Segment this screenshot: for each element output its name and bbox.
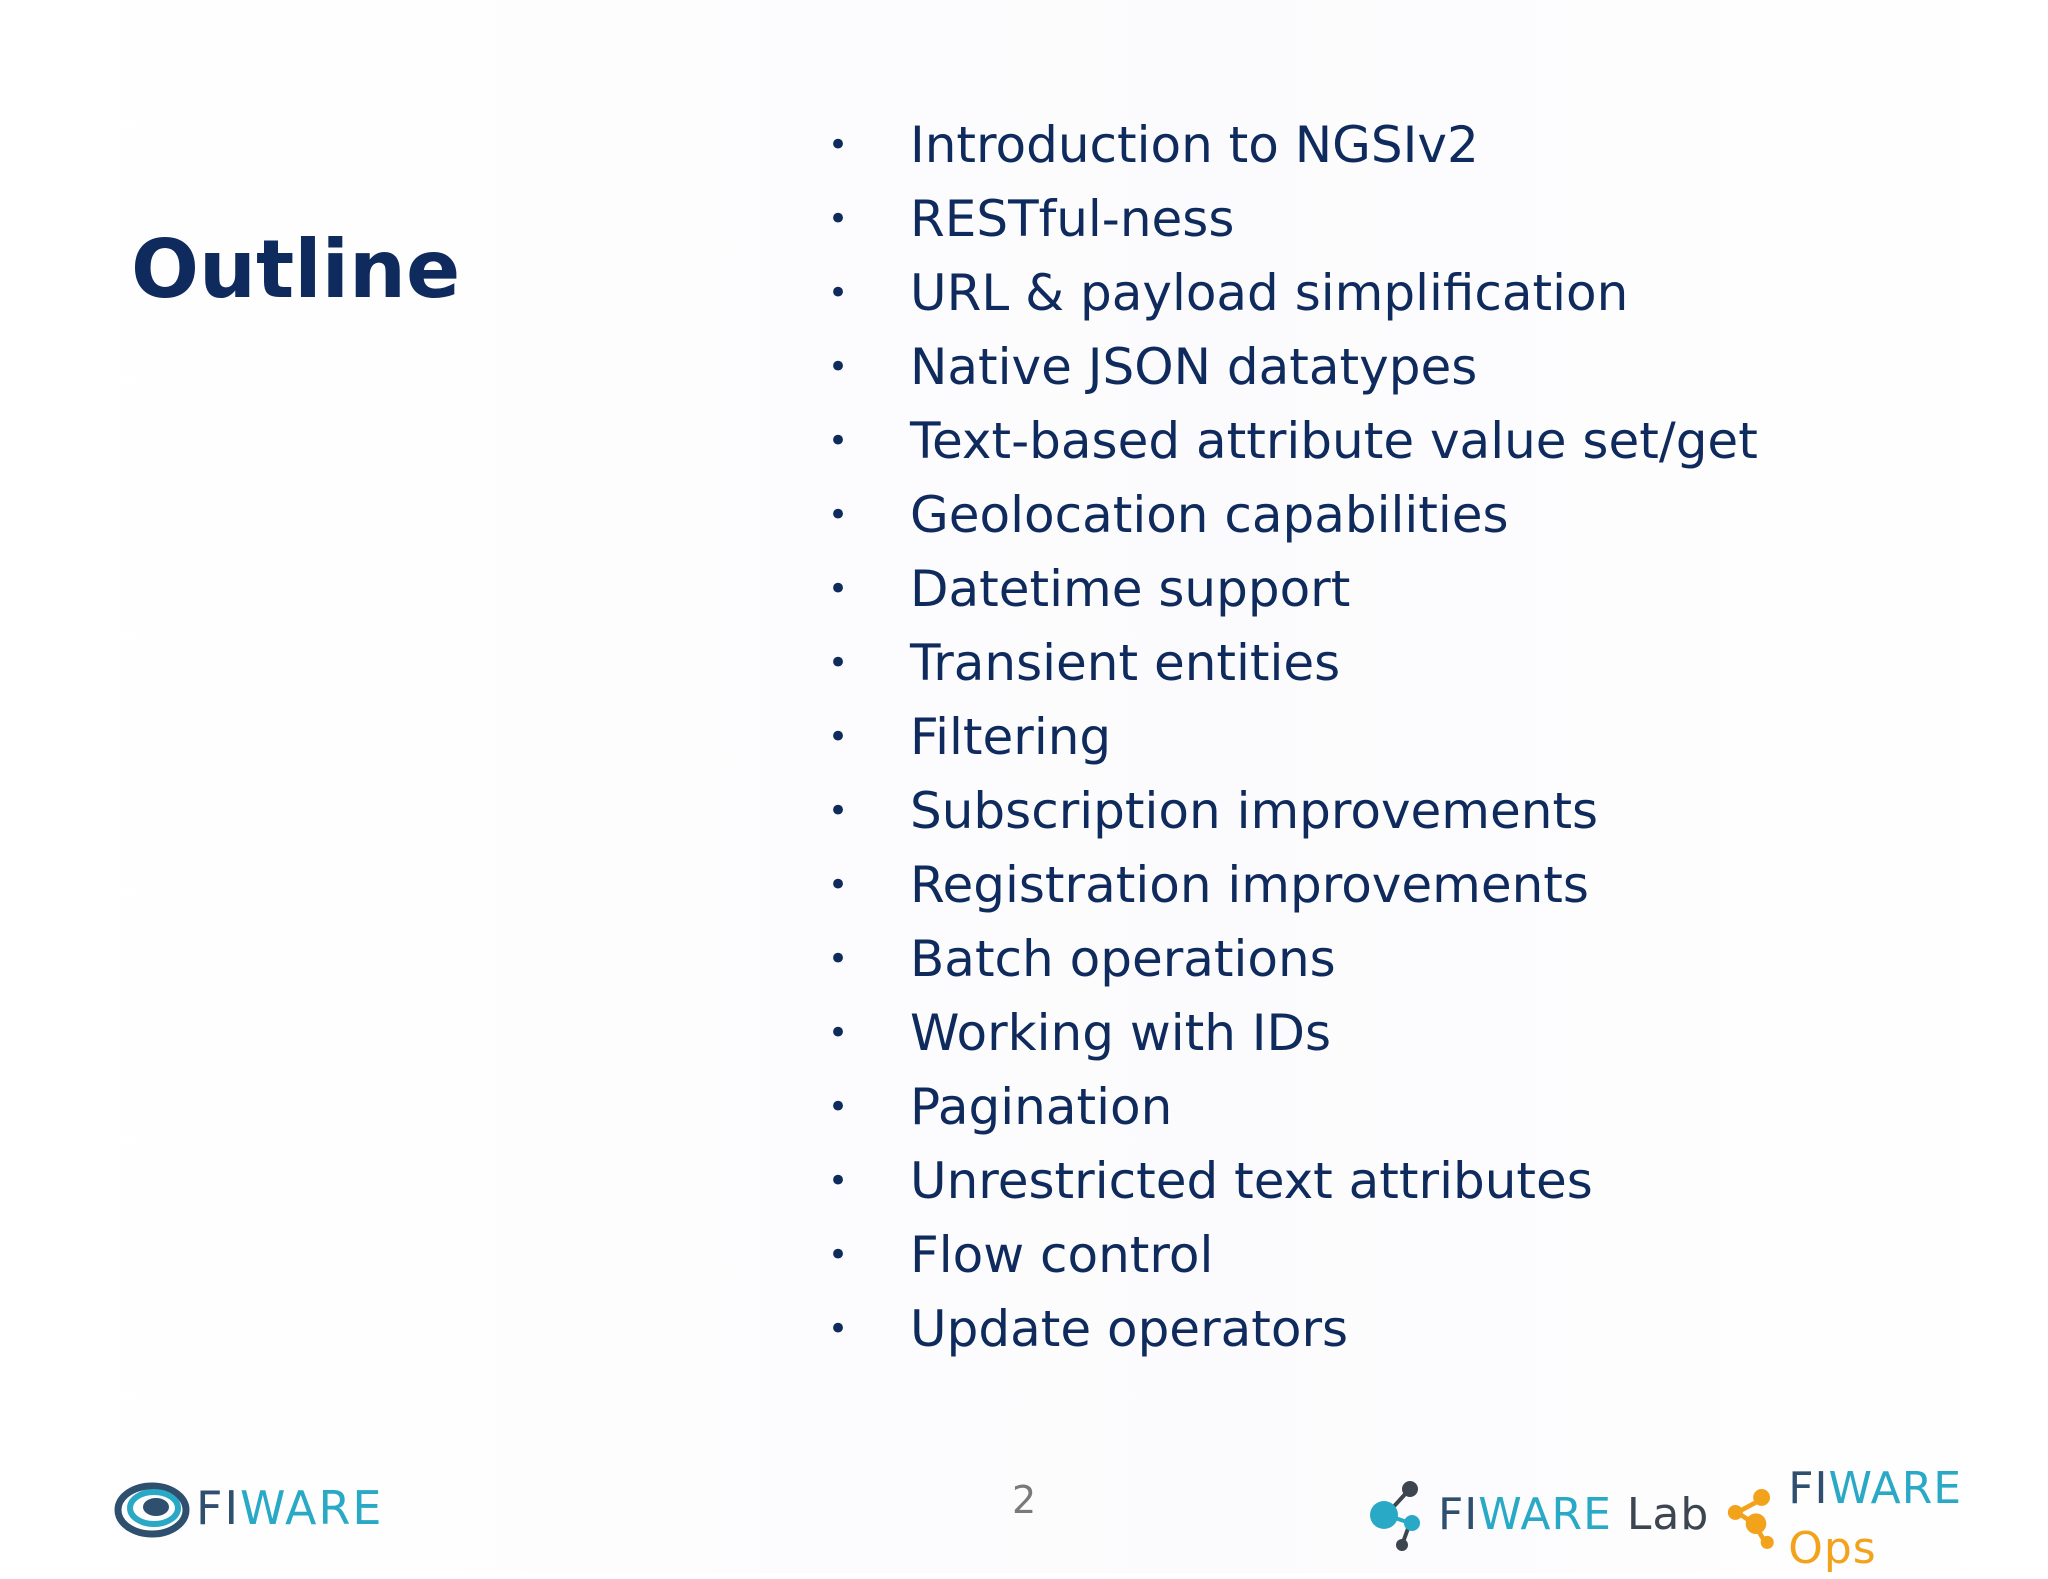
molecule-icon [1366,1477,1432,1553]
wordmark-lab: Lab [1626,1489,1710,1540]
wordmark-fi: FI [1788,1463,1829,1514]
bullet-icon: • [828,495,849,535]
bullet-icon: • [828,791,849,831]
list-item-text: Transient entities [910,634,1341,692]
wordmark-fi: FI [196,1481,241,1535]
bullet-icon: • [828,643,849,683]
list-item-text: Flow control [910,1226,1214,1284]
fiware-wordmark [196,1478,384,1538]
bullet-icon: • [828,1309,849,1349]
gear-nodes-icon [1726,1484,1782,1554]
list-item-text: URL & payload simplification [910,264,1629,322]
list-item-text: Working with IDs [910,1004,1332,1062]
fiware-swirl-icon [114,1478,190,1538]
slide-title: Outline [131,223,461,316]
fiware-logo [114,1478,384,1538]
list-item-text: Datetime support [910,560,1351,618]
bullet-icon: • [828,199,849,239]
bullet-icon: • [828,865,849,905]
list-item-text: Introduction to NGSIv2 [910,116,1479,174]
list-item-text: Native JSON datatypes [910,338,1478,396]
wordmark-fi: FI [1438,1489,1479,1540]
list-item-text: Subscription improvements [910,782,1599,840]
bullet-icon: • [828,125,849,165]
fiware-ops-logo [1726,1463,2048,1574]
bullet-icon: • [828,273,849,313]
list-item-text: Text-based attribute value set/get [910,412,1758,470]
wordmark-ware: WARE [1828,1463,1963,1514]
wordmark-ops: Ops [1788,1523,1877,1574]
wordmark-ware: WARE [240,1481,384,1535]
bullet-icon: • [828,939,849,979]
list-item-text: RESTful-ness [910,190,1235,248]
bullet-icon: • [828,1087,849,1127]
page-number: 2 [1012,1478,1037,1522]
fiware-ops-wordmark [1788,1459,2048,1579]
bullet-icon: • [828,717,849,757]
bullet-icon: • [828,569,849,609]
list-item-text: Registration improvements [910,856,1589,914]
list-item-text: Batch operations [910,930,1336,988]
bullet-icon: • [828,421,849,461]
list-item-text: Pagination [910,1078,1173,1136]
wordmark-ware: WARE [1478,1489,1612,1540]
list-item-text: Update operators [910,1300,1349,1358]
bullet-icon: • [828,347,849,387]
list-item-text: Unrestricted text attributes [910,1152,1593,1210]
fiware-lab-wordmark [1438,1485,1709,1545]
bullet-icon: • [828,1013,849,1053]
list-item-text: Geolocation capabilities [910,486,1509,544]
list-item-text: Filtering [910,708,1112,766]
fiware-lab-logo [1366,1480,1709,1550]
bullet-icon: • [828,1161,849,1201]
bullet-icon: • [828,1235,849,1275]
